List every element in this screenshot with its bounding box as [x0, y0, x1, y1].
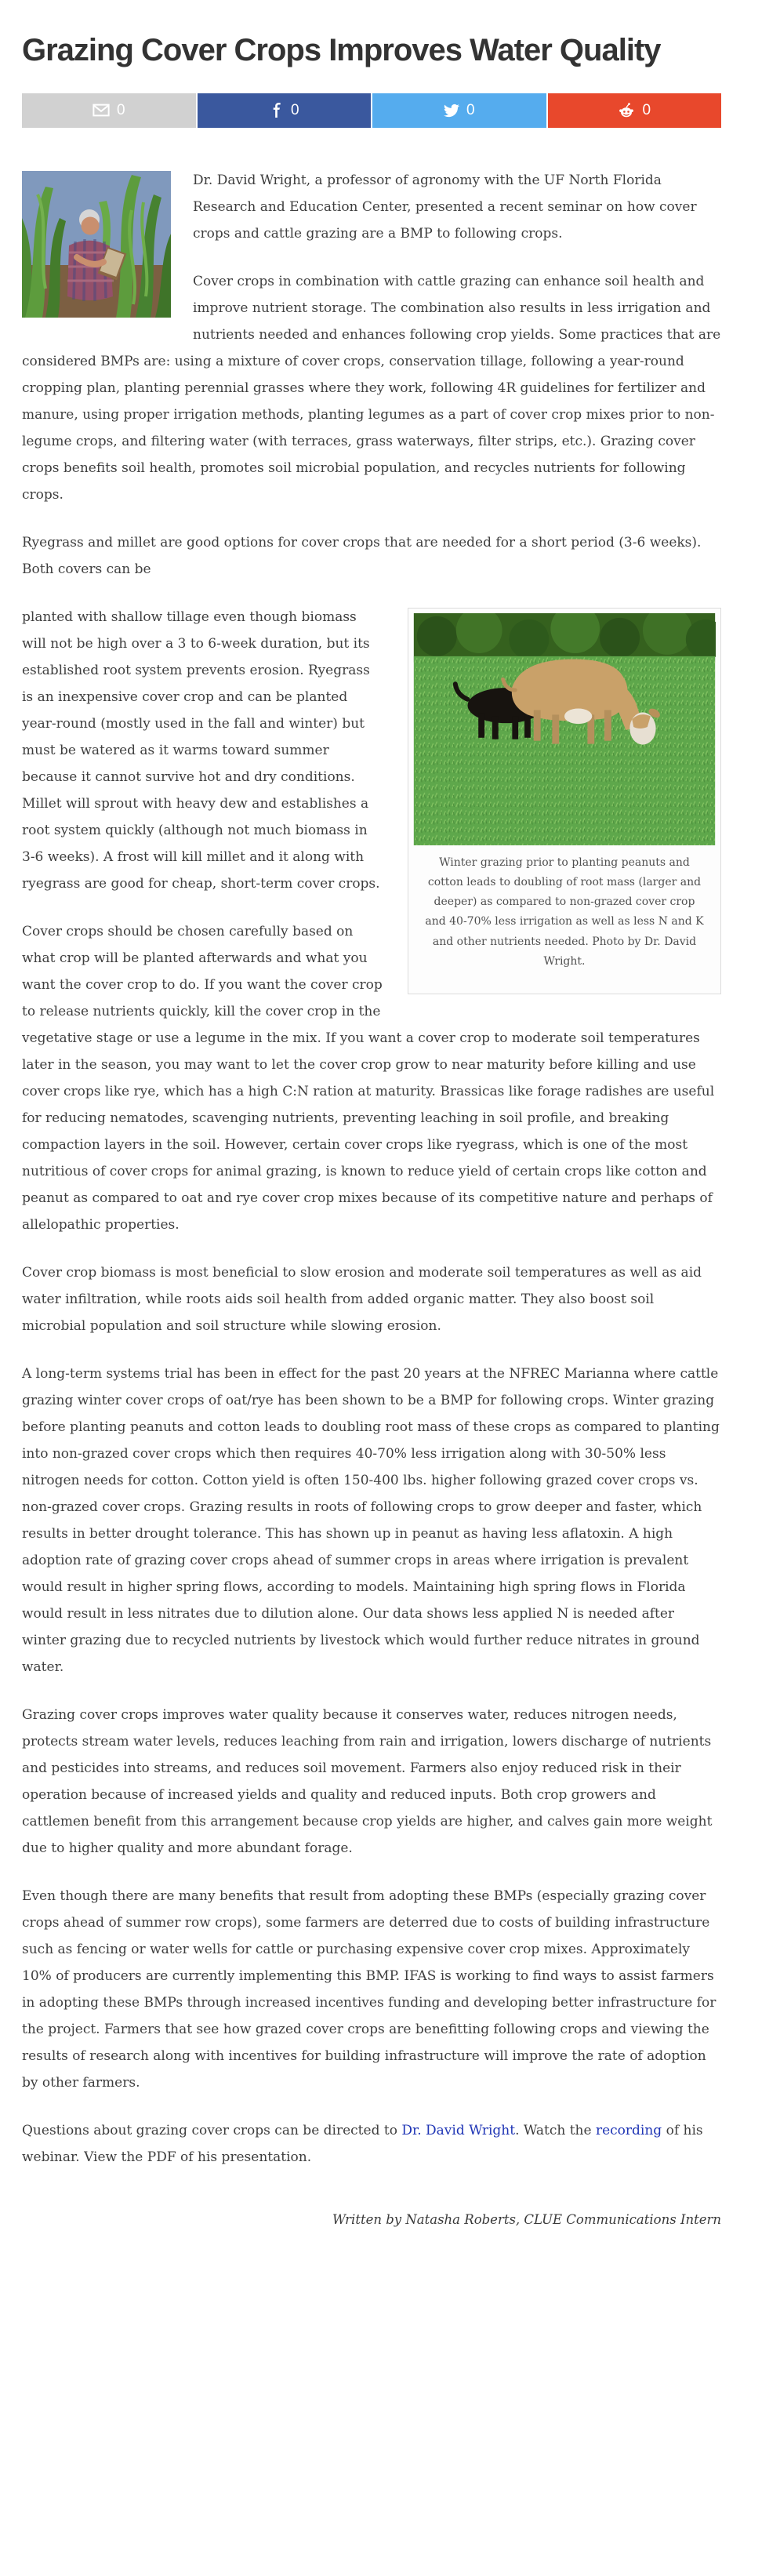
paragraph-adoption-barriers: Even though there are many benefits that result from adopting these BMPs (especially grazing cover crops ahead of summer row crops), some farmers are deterred due to costs of building infrastructure such as fencing or water wells for cattle or purchasing expensive cover crop mixes. Approximately 10% of producers are currently implementing this BMP. IFAS is working to find ways to assist farmers in adopting these BMPs through increased incentives funding and developing better infrastructure for the project. Farmers that see how grazed cover crops are benefitting following crops and viewing the results of research along with incentives for building infrastructure will improve the rate of adoption by other farmers. — [22, 1887, 717, 2091]
paragraph-ryegrass-millet-intro: Ryegrass and millet are good options for cover crops that are needed for a short period (3-6 weeks). Both covers can be — [22, 534, 702, 577]
paragraph-long-term-trial: A long-term systems trial has been in effect for the past 20 years at the NFREC Marianna where cattle grazing winter cover crops of oat/rye has been shown to be a BMP for following crops. Winter grazing before planting peanuts and cotton leads to doubling root mass of these crops as compared to planting into non-grazed cover crops which then requires 40-70% less irrigation along with 30-50% less nitrogen needs for cotton. Cotton yield is often 150-400 lbs. higher following grazed cover crops vs. non-grazed cover crops. Grazing results in roots of following crops to grow deeper and faster, which results in better drought tolerance. This has shown up in peanut as having less aflatoxin. A high adoption rate of grazing cover crops ahead of summer crops in areas where irrigation is prevalent would result in higher spring flows, according to models. Maintaining high spring flows in Florida would result in less nitrates due to dilution alone. Our data shows less applied N is needed after winter grazing due to recycled nutrients by livestock which would further reduce nitrates in ground water. — [22, 1365, 720, 1675]
share-email-count: 0 — [116, 102, 125, 119]
paragraph-cover-crop-choice: Cover crops should be chosen carefully based on what crop will be planted afterwards and what you want the cover crop to do. If you want the cover crop to release nutrients quickly, kill the cover crop in the vegetative stage or use a legume in the mix. If you want a cover crop to moderate soil temperatures later in the season, you may want to let the cover crop grow to near maturity before killing and use cover crops like rye, which has a high C:N ration at maturity. Brassicas like forage radishes are useful for reducing nematodes, scavenging nutrients, preventing leaching in soil profile, and breaking compaction layers in the soil. However, certain cover crops like ryegrass, which is one of the most nutritious of cover crops for animal grazing, is known to reduce yield of certain crops like cotton and peanut as compared to oat and rye cover crop mixes because of its competitive nature and perhaps of allelopathic properties. — [22, 923, 715, 1233]
questions-text-1: Questions about grazing cover crops can be directed to — [22, 2122, 402, 2138]
paragraph-bmp-practices: Cover crops in combination with cattle grazing can enhance soil health and improve nutrient storage. The combination also results in less irrigation and nutrients needed and enhances following crop yields. Some practices that are considered BMPs are: using a mixture of cover crops, conservation tillage, following a year-round cropping plan, planting perennial grasses where they work, following 4R guidelines for fertilizer and manure, using proper irrigation methods, planting legumes as a part of cover crop mixes prior to non-legume crops, and filtering water (with terraces, grass waterways, filter strips, etc.). Grazing cover crops benefits soil health, promotes soil microbial population, and recycles nutrients for following crops. — [22, 273, 721, 503]
paragraph-intro: Dr. David Wright, a professor of agronomy with the UF North Florida Research and Education Center, presented a recent seminar on how cover crops and cattle grazing are a BMP to following crops. — [193, 172, 697, 242]
facebook-icon — [269, 103, 284, 118]
share-facebook-button[interactable] — [198, 93, 372, 128]
share-twitter-count: 0 — [466, 102, 475, 119]
paragraph-ryegrass-millet-detail: planted with shallow tillage even though biomass will not be high over a 3 to 6-week duration, but its established root system prevents erosion. Ryegrass is an inexpensive cover crop and can be planted year-round (mostly used in the fall and winter) but must be watered as it warms toward summer because it cannot survive hot and dry conditions. Millet will sprout with heavy dew and establishes a root system quickly (although not much biomass in 3-6 weeks). A frost will kill millet and it along with ryegrass are good for cheap, short-term cover crops. — [22, 609, 380, 892]
share-bar — [22, 93, 721, 128]
page-title: Grazing Cover Crops Improves Water Quality — [22, 33, 661, 67]
figure-caption: Winter grazing prior to planting peanuts and cotton leads to doubling of root mass (larger and deeper) as compared to non-grazed cover crop and 40-70% less irrigation as well as less N and K and other nutrients needed. Photo by Dr. David Wright. — [425, 856, 704, 968]
farmer-in-field-photo-image — [22, 171, 171, 318]
paragraph-biomass-benefits: Cover crop biomass is most beneficial to slow erosion and moderate soil temperatures as well as aid water infiltration, while roots aids soil health from added organic matter. They also boost soil microbial population and soil structure while slowing erosion. — [22, 1264, 702, 1334]
cattle-grazing-figure — [408, 608, 721, 994]
share-email-button[interactable] — [22, 93, 196, 128]
author-byline: Written by Natasha Roberts, CLUE Communications Intern — [332, 2211, 721, 2227]
share-reddit-button[interactable] — [548, 93, 722, 128]
reddit-icon — [618, 102, 635, 119]
questions-text-2: . Watch the — [515, 2122, 596, 2138]
recording-link[interactable]: recording — [595, 2122, 662, 2138]
dr-david-wright-link[interactable]: Dr. David Wright — [401, 2122, 516, 2138]
paragraph-water-quality-benefits: Grazing cover crops improves water quality because it conserves water, reduces nitrogen needs, protects stream water levels, reduces leaching from rain and irrigation, lowers discharge of nutrients and pesticides into streams, and reduces soil movement. Farmers also enjoy reduced risk in their operation because of increased yields and quality and reduced inputs. Both crop growers and cattlemen benefit from this arrangement because crop yields are higher, and calves gain more weight due to higher quality and more abundant forage. — [22, 1706, 713, 1856]
cattle-grazing-photo — [413, 613, 716, 845]
article-body — [22, 167, 721, 2254]
envelope-icon — [93, 104, 110, 117]
paragraph-questions — [22, 2117, 721, 2171]
share-facebook-count: 0 — [290, 102, 299, 119]
share-twitter-button[interactable] — [372, 93, 546, 128]
share-reddit-count: 0 — [642, 102, 651, 119]
twitter-icon — [444, 103, 459, 118]
farmer-in-field-photo — [22, 171, 171, 318]
questions-text-3: of his webinar. View the PDF of his presentation. — [22, 2122, 703, 2165]
